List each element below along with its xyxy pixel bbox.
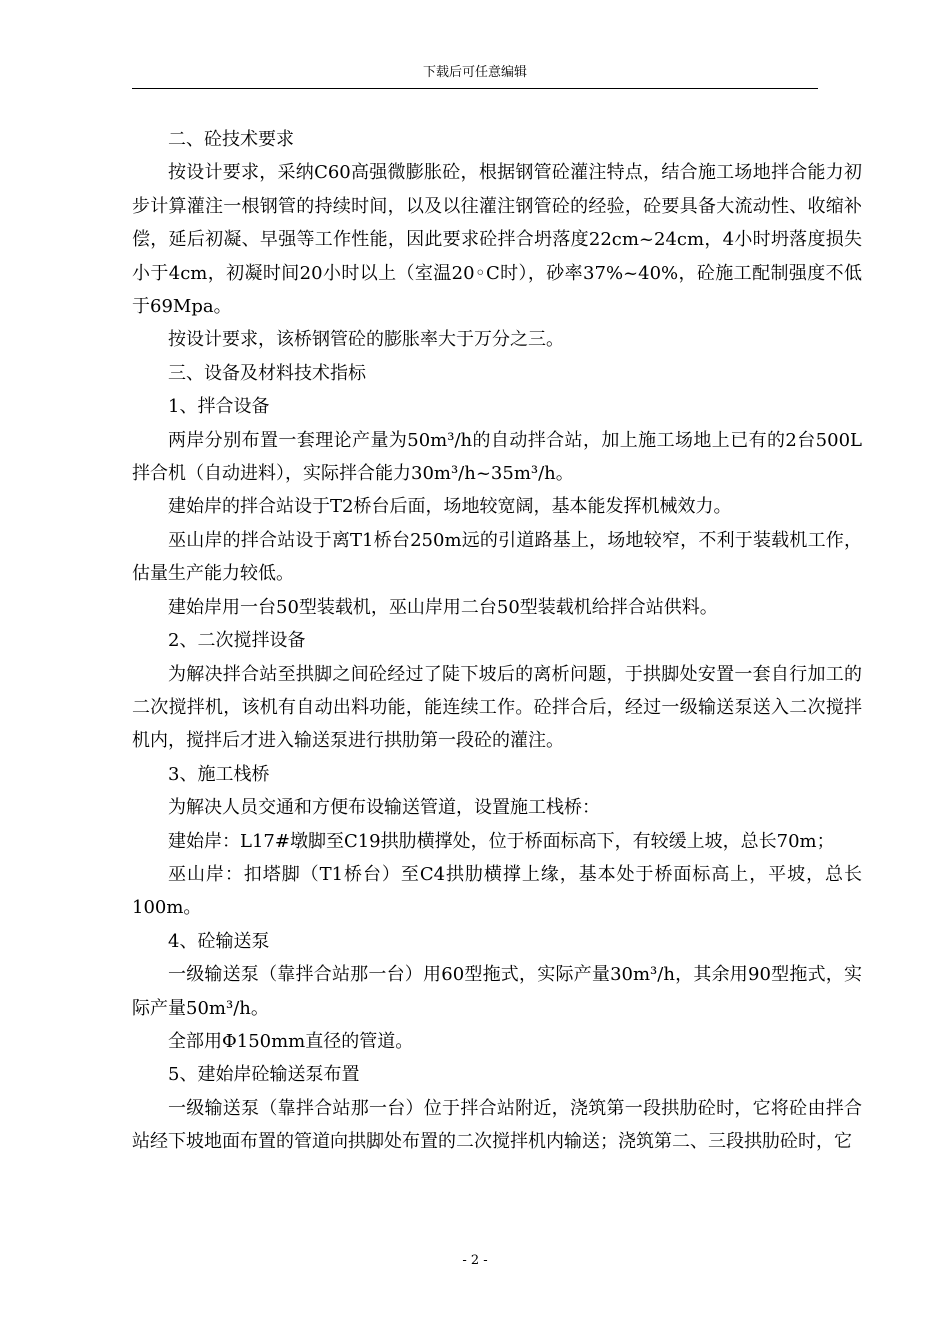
paragraph: 为解决人员交通和方便布设输送管道，设置施工栈桥： xyxy=(168,797,600,819)
paragraph: 建始岸用一台50型装载机，巫山岸用二台50型装载机给拌合站供料。 xyxy=(168,596,718,618)
paragraph: 为解决拌合站至拱脚之间砼经过了陡下坡后的离析问题，于拱脚处安置一套自行加工的二次搅拌机，该机有自动出料功能，能连续工作。砼拌合后，经过一级输送泵送入二次搅拌机内，搅拌后才进入输送泵进行拱肋第一段砼的灌注。 xyxy=(132,663,862,752)
subsection-heading: 1、拌合设备 xyxy=(168,396,270,418)
paragraph: 一级输送泵（靠拌合站那一台）用60型拖式，实际产量30m³/h，其余用90型拖式，实际产量50m³/h。 xyxy=(132,964,862,1019)
paragraph: 两岸分别布置一套理论产量为50m³/h的自动拌合站，加上施工场地上已有的2台500L拌合机（自动进料），实际拌合能力30m³/h~35m³/h。 xyxy=(132,429,862,485)
page-number: - 2 - xyxy=(462,1253,488,1268)
paragraph: 巫山岸：扣塔脚（T1桥台）至C4拱肋横撑上缘，基本处于桥面标高上，平坡，总长100m。 xyxy=(132,863,862,919)
subsection-heading: 2、二次搅拌设备 xyxy=(168,630,306,652)
paragraph: 全部用Φ150mm直径的管道。 xyxy=(168,1030,414,1052)
subsection-heading: 4、砼输送泵 xyxy=(168,930,270,952)
section-heading: 三、设备及材料技术指标 xyxy=(168,362,366,384)
page-header: 下载后可任意编辑 xyxy=(422,65,527,80)
paragraph: 巫山岸的拌合站设于离T1桥台250m远的引道路基上，场地较窄，不利于装载机工作，估量生产能力较低。 xyxy=(132,529,862,585)
subsection-heading: 3、施工栈桥 xyxy=(168,763,270,785)
header-divider xyxy=(132,88,818,89)
section-heading: 二、砼技术要求 xyxy=(168,129,294,150)
paragraph: 按设计要求，该桥钢管砼的膨胀率大于万分之三。 xyxy=(168,329,564,351)
subsection-heading: 5、建始岸砼输送泵布置 xyxy=(168,1064,360,1086)
document-body xyxy=(132,123,862,1159)
paragraph: 建始岸：L17#墩脚至C19拱肋横撑处，位于桥面标高下，有较缓上坡，总长70m； xyxy=(168,830,835,852)
paragraph: 一级输送泵（靠拌合站那一台）位于拌合站附近，浇筑第一段拱肋砼时，它将砼由拌合站经下坡地面布置的管道向拱脚处布置的二次搅拌机内输送；浇筑第二、三段拱肋砼时，它 xyxy=(132,1097,862,1153)
paragraph: 建始岸的拌合站设于T2桥台后面，场地较宽阔，基本能发挥机械效力。 xyxy=(168,496,732,518)
paragraph: 按设计要求，采纳C60高强微膨胀砼，根据钢管砼灌注特点，结合施工场地拌合能力初步计算灌注一根钢管的持续时间，以及以往灌注钢管砼的经验，砼要具备大流动性、收缩补偿，延后初凝、早强等工作性能，因此要求砼拌合坍落度22cm~24cm，4小时坍落度损失小于4cm，初凝时间20小时以上（室温20◦C时），砂率37%~40%，砼施工配制强度不低于69Mpa。 xyxy=(132,162,862,318)
